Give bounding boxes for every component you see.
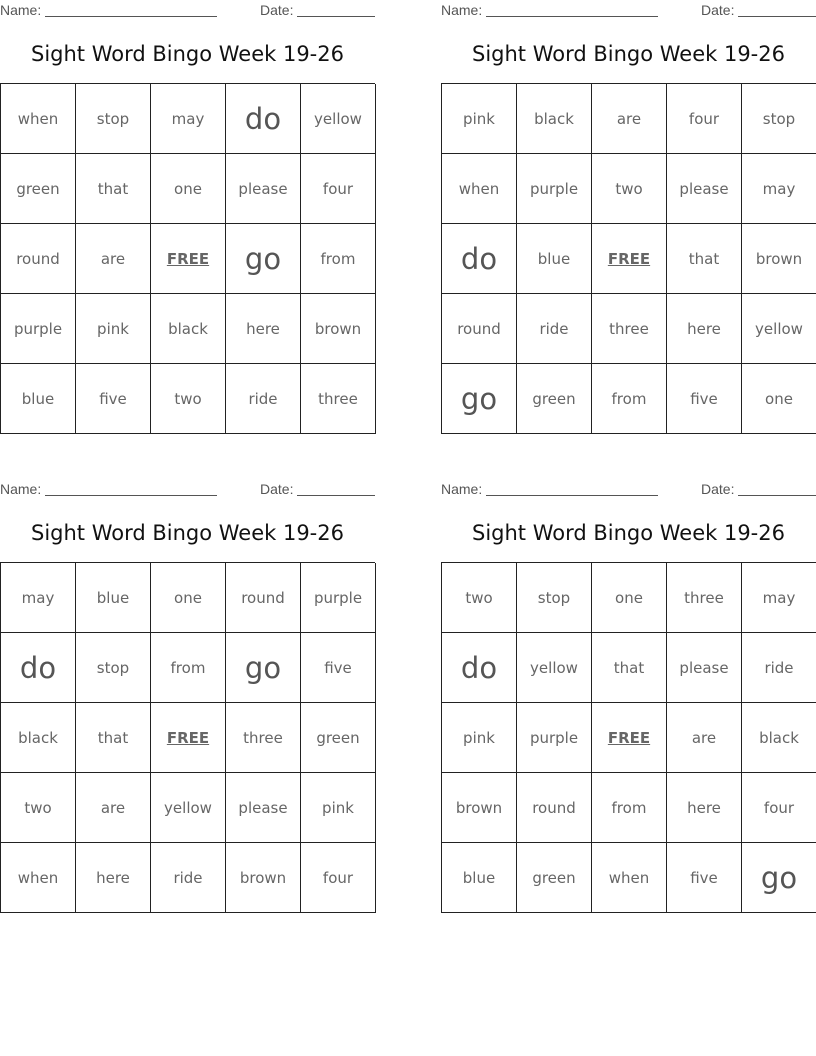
- bingo-cell: four: [301, 843, 376, 913]
- bingo-cell: from: [151, 633, 226, 703]
- bingo-cell: please: [226, 773, 301, 843]
- bingo-card-3: [0, 479, 375, 887]
- bingo-cell: do: [442, 633, 517, 703]
- bingo-cell: ride: [517, 294, 592, 364]
- bingo-cell: one: [742, 364, 816, 434]
- bingo-cell: are: [76, 773, 151, 843]
- bingo-cell: go: [442, 364, 517, 434]
- bingo-cell: are: [592, 84, 667, 154]
- date-label: Date:: [260, 2, 294, 18]
- bingo-cell: brown: [301, 294, 376, 364]
- date-blank-line: [297, 16, 375, 17]
- date-label: Date:: [701, 481, 735, 497]
- bingo-cell: go: [226, 633, 301, 703]
- bingo-cell: stop: [76, 633, 151, 703]
- bingo-cell: yellow: [517, 633, 592, 703]
- name-blank-line: [486, 16, 658, 17]
- bingo-cell: that: [76, 154, 151, 224]
- name-blank-line: [45, 16, 217, 17]
- bingo-cell: green: [301, 703, 376, 773]
- bingo-cell: do: [226, 84, 301, 154]
- bingo-cell: five: [76, 364, 151, 434]
- bingo-cell: may: [742, 563, 816, 633]
- bingo-cell: two: [151, 364, 226, 434]
- bingo-cell: that: [667, 224, 742, 294]
- bingo-cell: brown: [226, 843, 301, 913]
- bingo-cell: purple: [1, 294, 76, 364]
- bingo-cell: purple: [517, 703, 592, 773]
- bingo-cell: blue: [517, 224, 592, 294]
- bingo-cell: that: [76, 703, 151, 773]
- card-title: Sight Word Bingo Week 19-26: [471, 521, 785, 545]
- name-label: Name:: [441, 2, 483, 18]
- bingo-card-4: [441, 479, 816, 895]
- bingo-cell: blue: [1, 364, 76, 434]
- bingo-grid: [0, 562, 375, 913]
- bingo-card-1: [0, 0, 375, 408]
- bingo-cell: do: [1, 633, 76, 703]
- bingo-cell: may: [742, 154, 816, 224]
- bingo-cell: please: [667, 633, 742, 703]
- card-header: [441, 479, 816, 499]
- bingo-cell: from: [301, 224, 376, 294]
- bingo-cell: may: [151, 84, 226, 154]
- date-label: Date:: [260, 481, 294, 497]
- date-label: Date:: [701, 2, 735, 18]
- bingo-cell: purple: [301, 563, 376, 633]
- free-space-cell: FREE: [151, 703, 226, 773]
- bingo-cell: that: [592, 633, 667, 703]
- bingo-cell: here: [667, 294, 742, 364]
- bingo-cell: may: [1, 563, 76, 633]
- bingo-cell: ride: [742, 633, 816, 703]
- bingo-cell: round: [442, 294, 517, 364]
- bingo-cell: five: [667, 364, 742, 434]
- bingo-cell: please: [667, 154, 742, 224]
- card-header: [0, 479, 375, 499]
- bingo-cell: three: [301, 364, 376, 434]
- bingo-cell: stop: [742, 84, 816, 154]
- bingo-cell: pink: [76, 294, 151, 364]
- name-label: Name:: [441, 481, 483, 497]
- bingo-cell: yellow: [301, 84, 376, 154]
- bingo-card-2: [441, 0, 816, 416]
- bingo-cell: do: [442, 224, 517, 294]
- bingo-cell: here: [76, 843, 151, 913]
- bingo-cell: brown: [442, 773, 517, 843]
- bingo-cell: ride: [226, 364, 301, 434]
- bingo-cell: stop: [76, 84, 151, 154]
- bingo-cell: two: [1, 773, 76, 843]
- bingo-cell: black: [517, 84, 592, 154]
- bingo-cell: from: [592, 773, 667, 843]
- bingo-grid: [441, 562, 816, 913]
- bingo-cell: when: [1, 84, 76, 154]
- name-label: Name:: [0, 481, 42, 497]
- bingo-cell: purple: [517, 154, 592, 224]
- bingo-grid: [441, 83, 816, 434]
- bingo-cell: round: [517, 773, 592, 843]
- card-header: [0, 0, 375, 20]
- bingo-cell: four: [667, 84, 742, 154]
- date-blank-line: [297, 495, 375, 496]
- bingo-cell: are: [76, 224, 151, 294]
- name-blank-line: [486, 495, 658, 496]
- bingo-cell: here: [667, 773, 742, 843]
- free-space-cell: FREE: [592, 224, 667, 294]
- bingo-cell: green: [517, 364, 592, 434]
- bingo-cell: yellow: [151, 773, 226, 843]
- bingo-cell: round: [226, 563, 301, 633]
- bingo-cell: stop: [517, 563, 592, 633]
- card-title: Sight Word Bingo Week 19-26: [30, 521, 344, 545]
- bingo-cell: are: [667, 703, 742, 773]
- bingo-grid: [0, 83, 375, 434]
- bingo-cell: green: [517, 843, 592, 913]
- bingo-cell: here: [226, 294, 301, 364]
- bingo-cell: round: [1, 224, 76, 294]
- bingo-cell: one: [151, 563, 226, 633]
- bingo-cell: five: [667, 843, 742, 913]
- bingo-cell: pink: [301, 773, 376, 843]
- bingo-cell: when: [592, 843, 667, 913]
- bingo-cell: five: [301, 633, 376, 703]
- bingo-cell: blue: [442, 843, 517, 913]
- date-blank-line: [738, 16, 816, 17]
- bingo-cell: go: [742, 843, 816, 913]
- bingo-cell: blue: [76, 563, 151, 633]
- free-space-cell: FREE: [151, 224, 226, 294]
- bingo-cell: two: [592, 154, 667, 224]
- bingo-cell: black: [1, 703, 76, 773]
- bingo-cell: black: [742, 703, 816, 773]
- bingo-cell: green: [1, 154, 76, 224]
- bingo-cell: yellow: [742, 294, 816, 364]
- bingo-cell: black: [151, 294, 226, 364]
- bingo-cell: please: [226, 154, 301, 224]
- bingo-cell: from: [592, 364, 667, 434]
- date-blank-line: [738, 495, 816, 496]
- bingo-cell: one: [592, 563, 667, 633]
- bingo-cell: ride: [151, 843, 226, 913]
- bingo-cell: three: [592, 294, 667, 364]
- name-label: Name:: [0, 2, 42, 18]
- bingo-cell: two: [442, 563, 517, 633]
- bingo-cell: pink: [442, 703, 517, 773]
- name-blank-line: [45, 495, 217, 496]
- bingo-cell: when: [442, 154, 517, 224]
- card-title: Sight Word Bingo Week 19-26: [30, 42, 344, 66]
- card-title: Sight Word Bingo Week 19-26: [471, 42, 785, 66]
- bingo-cell: four: [301, 154, 376, 224]
- bingo-cell: when: [1, 843, 76, 913]
- free-space-cell: FREE: [592, 703, 667, 773]
- card-header: [441, 0, 816, 20]
- bingo-cell: three: [226, 703, 301, 773]
- bingo-cell: one: [151, 154, 226, 224]
- bingo-cell: four: [742, 773, 816, 843]
- bingo-cell: brown: [742, 224, 816, 294]
- bingo-cell: three: [667, 563, 742, 633]
- bingo-cell: pink: [442, 84, 517, 154]
- bingo-cell: go: [226, 224, 301, 294]
